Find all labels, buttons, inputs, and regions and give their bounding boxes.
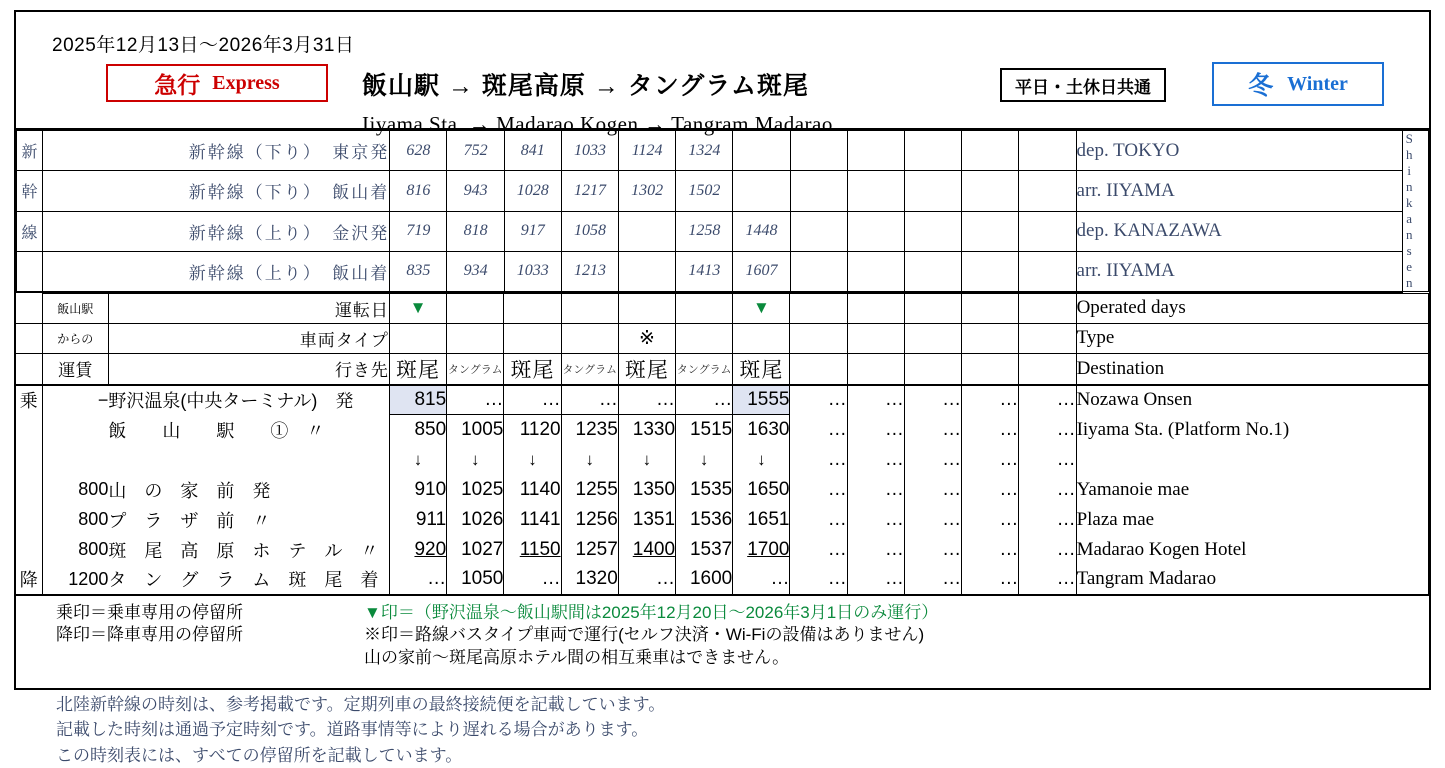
shinkansen-row xyxy=(17,171,1429,211)
note-triangle: ▼印＝（野沢温泉〜飯山駅間は2025年12月20日〜2026年3月1日のみ運行） xyxy=(364,602,938,625)
stop-name-en: Nozawa Onsen xyxy=(1076,385,1428,415)
shinkansen-time xyxy=(962,211,1019,251)
fare-value: − xyxy=(42,385,108,415)
operated-days-label-jp: 運転日 xyxy=(108,293,389,323)
arrival-time: … xyxy=(962,565,1019,595)
shinkansen-time: 1324 xyxy=(676,131,733,171)
operated-mark xyxy=(389,293,446,323)
shinkansen-time: 1258 xyxy=(676,211,733,251)
stop-name-en: Plaza mae xyxy=(1076,505,1428,535)
side-char-blank xyxy=(17,251,43,291)
destination-value xyxy=(847,353,904,385)
spacer-cell xyxy=(16,353,42,385)
shinkansen-label-en-1: arr. IIYAMA xyxy=(1076,171,1402,211)
left-stack-3: 運賃 xyxy=(42,353,108,385)
departure-time: 1700 xyxy=(747,539,789,560)
shinkansen-time xyxy=(904,131,961,171)
express-badge xyxy=(106,64,328,102)
notes-section xyxy=(16,596,1429,602)
operated-mark xyxy=(733,293,790,323)
fare-value: 800 xyxy=(42,505,108,535)
arrival-time: … xyxy=(504,565,561,595)
shinkansen-time: 943 xyxy=(447,171,504,211)
departure-time: … xyxy=(447,385,504,415)
side-char-3: 線 xyxy=(17,211,43,251)
stop-name-jp: プ ラ ザ 前 〃 xyxy=(108,505,389,535)
departure-time: 1235 xyxy=(561,415,618,445)
destination-value: タングラム xyxy=(676,353,733,385)
departure-time: … xyxy=(676,385,733,415)
bus-timetable xyxy=(16,293,1429,596)
destination-label-jp: 行き先 xyxy=(108,353,389,385)
shinkansen-time: 841 xyxy=(504,131,561,171)
departure-time: 1330 xyxy=(618,415,675,445)
fare-value xyxy=(42,415,108,445)
header xyxy=(16,12,1429,130)
destination-value xyxy=(790,353,847,385)
stop-name-jp: 山 の 家 前 発 xyxy=(108,475,389,505)
departure-time: … xyxy=(904,475,961,505)
table-row xyxy=(16,445,1429,475)
type-mark xyxy=(676,323,733,353)
departure-time: 1025 xyxy=(447,475,504,505)
destination-value: 斑尾 xyxy=(389,353,446,385)
departure-time: 1140 xyxy=(504,475,561,505)
notes-left xyxy=(56,602,243,648)
departure-time: 1005 xyxy=(447,415,504,445)
table-row xyxy=(16,505,1429,535)
departure-time: … xyxy=(1019,445,1076,475)
shinkansen-label-jp-3: 新幹線（上り） 飯山着 xyxy=(43,251,390,291)
shinkansen-time xyxy=(790,211,847,251)
shinkansen-time: 1033 xyxy=(504,251,561,291)
shinkansen-time: 934 xyxy=(447,251,504,291)
departure-time: … xyxy=(962,445,1019,475)
type-mark: ※ xyxy=(618,323,675,353)
ride-marker xyxy=(16,415,42,445)
shinkansen-time: 1213 xyxy=(561,251,618,291)
departure-time: … xyxy=(1019,505,1076,535)
stop-name-en: Madarao Kogen Hotel xyxy=(1076,535,1428,565)
through-arrow-icon: ↓ xyxy=(676,445,733,475)
departure-time: 1537 xyxy=(676,535,733,565)
departure-time: 1026 xyxy=(447,505,504,535)
stop-name-en: Yamanoie mae xyxy=(1076,475,1428,505)
shinkansen-time: 1607 xyxy=(733,251,790,291)
stop-name-en: Iiyama Sta. (Platform No.1) xyxy=(1076,415,1428,445)
spacer-cell xyxy=(16,323,42,353)
type-mark xyxy=(962,323,1019,353)
note-board-only: 乗印＝乗車専用の停留所 xyxy=(56,602,243,625)
note-no-transfer: 山の家前〜斑尾高原ホテル間の相互乗車はできません。 xyxy=(364,647,938,670)
arrival-time: 1320 xyxy=(561,565,618,595)
ride-marker xyxy=(16,475,42,505)
shinkansen-time xyxy=(847,131,904,171)
departure-time: … xyxy=(790,475,847,505)
ride-marker xyxy=(16,505,42,535)
ride-marker xyxy=(16,535,42,565)
departure-time: … xyxy=(904,385,961,415)
table-row xyxy=(16,565,1429,595)
through-arrow-icon: ↓ xyxy=(504,445,561,475)
type-mark xyxy=(790,323,847,353)
departure-time: 1630 xyxy=(733,415,790,445)
route-title-jp: 飯山駅 → 斑尾高原 → タングラム斑尾 xyxy=(362,66,809,102)
arrival-time: … xyxy=(904,565,961,595)
arrival-time: 1050 xyxy=(447,565,504,595)
table-row xyxy=(16,475,1429,505)
shinkansen-row xyxy=(17,211,1429,251)
operated-mark xyxy=(790,293,847,323)
fare-value: 800 xyxy=(42,475,108,505)
shinkansen-time: 628 xyxy=(390,131,447,171)
shinkansen-label-en-3: arr. IIYAMA xyxy=(1076,251,1402,291)
shinkansen-label-en-2: dep. KANAZAWA xyxy=(1076,211,1402,251)
destination-value xyxy=(962,353,1019,385)
table-row xyxy=(16,535,1429,565)
shinkansen-time xyxy=(962,171,1019,211)
shinkansen-time xyxy=(1019,171,1076,211)
left-stack-2: からの xyxy=(42,323,108,353)
arrival-time: … xyxy=(1019,565,1076,595)
departure-time: … xyxy=(962,415,1019,445)
departure-time: … xyxy=(504,385,561,415)
departure-time: 850 xyxy=(389,415,446,445)
shinkansen-time: 752 xyxy=(447,131,504,171)
arrival-time: … xyxy=(847,565,904,595)
season-label-en: Winter xyxy=(1287,73,1348,96)
departure-time: … xyxy=(962,505,1019,535)
departure-time: … xyxy=(904,445,961,475)
departure-time: … xyxy=(847,385,904,415)
shinkansen-time: 1302 xyxy=(619,171,676,211)
shinkansen-time: 1217 xyxy=(561,171,618,211)
fare-value: 800 xyxy=(42,535,108,565)
stop-name-jp xyxy=(108,445,389,475)
departure-time: … xyxy=(962,535,1019,565)
type-mark xyxy=(904,323,961,353)
type-mark xyxy=(447,323,504,353)
shinkansen-side-text: Shinkansen xyxy=(1403,131,1416,291)
triangle-icon: ▼ xyxy=(753,298,770,317)
operated-mark xyxy=(504,293,561,323)
operated-days-label-en: Operated days xyxy=(1076,293,1428,323)
destination-label-en: Destination xyxy=(1076,353,1428,385)
shinkansen-time: 816 xyxy=(390,171,447,211)
ride-marker xyxy=(16,445,42,475)
destination-value: 斑尾 xyxy=(504,353,561,385)
ride-marker: 乗 xyxy=(16,385,42,415)
departure-time: 910 xyxy=(389,475,446,505)
arrival-time: … xyxy=(790,565,847,595)
type-mark xyxy=(504,323,561,353)
type-mark xyxy=(733,323,790,353)
departure-time: … xyxy=(790,535,847,565)
departure-time: 1651 xyxy=(733,505,790,535)
departure-time: … xyxy=(962,385,1019,415)
shinkansen-table xyxy=(16,130,1429,293)
shinkansen-label-jp-2: 新幹線（上り） 金沢発 xyxy=(43,211,390,251)
date-range: 2025年12月13日〜2026年3月31日 xyxy=(52,30,355,57)
side-char-2: 幹 xyxy=(17,171,43,211)
ride-marker: 降 xyxy=(16,565,42,595)
through-arrow-icon: ↓ xyxy=(447,445,504,475)
route-title-en: Iiyama Sta. → Madarao Kogen → Tangram Madarao xyxy=(362,112,833,137)
shinkansen-time xyxy=(1019,251,1076,291)
departure-time: … xyxy=(618,385,675,415)
shinkansen-time: 1502 xyxy=(676,171,733,211)
type-mark xyxy=(389,323,446,353)
shinkansen-time: 835 xyxy=(390,251,447,291)
departure-time: … xyxy=(847,415,904,445)
shinkansen-time: 719 xyxy=(390,211,447,251)
departure-time: 1255 xyxy=(561,475,618,505)
shinkansen-time xyxy=(619,251,676,291)
vehicle-type-row xyxy=(16,323,1429,353)
type-mark xyxy=(561,323,618,353)
departure-time: 1256 xyxy=(561,505,618,535)
departure-time: 1515 xyxy=(676,415,733,445)
departure-time: … xyxy=(790,415,847,445)
through-arrow-icon: ↓ xyxy=(561,445,618,475)
operated-mark xyxy=(1019,293,1076,323)
arrival-time: … xyxy=(733,565,790,595)
shinkansen-side-label xyxy=(1402,131,1428,292)
through-arrow-icon: ↓ xyxy=(733,445,790,475)
destination-value xyxy=(1019,353,1076,385)
through-arrow-icon: ↓ xyxy=(618,445,675,475)
table-row xyxy=(16,415,1429,445)
departure-time: … xyxy=(561,385,618,415)
departure-time: 1120 xyxy=(504,415,561,445)
through-arrow-icon: ↓ xyxy=(389,445,446,475)
notes-blue xyxy=(56,692,665,768)
destination-row xyxy=(16,353,1429,385)
departure-time: … xyxy=(847,475,904,505)
shinkansen-time xyxy=(904,171,961,211)
departure-time: … xyxy=(847,535,904,565)
departure-time: … xyxy=(904,415,961,445)
note-alight-only: 降印＝降車専用の停留所 xyxy=(56,624,243,647)
left-stack-1: 飯山駅 xyxy=(42,293,108,323)
shinkansen-time xyxy=(1019,131,1076,171)
departure-time: 1535 xyxy=(676,475,733,505)
type-mark xyxy=(1019,323,1076,353)
departure-time: 911 xyxy=(389,505,446,535)
season-label-jp: 冬 xyxy=(1248,66,1273,102)
note-shinkansen-ref: 北陸新幹線の時刻は、参考掲載です。定期列車の最終接続便を記載しています。 xyxy=(56,692,665,718)
shinkansen-row xyxy=(17,251,1429,291)
notes-right xyxy=(364,602,938,671)
stop-name-en xyxy=(1076,445,1428,475)
departure-time: … xyxy=(1019,475,1076,505)
shinkansen-time: 1028 xyxy=(504,171,561,211)
departure-time: … xyxy=(1019,535,1076,565)
departure-time: 1027 xyxy=(447,535,504,565)
departure-time: 1400 xyxy=(633,539,675,560)
operated-mark xyxy=(904,293,961,323)
destination-value: 斑尾 xyxy=(618,353,675,385)
operated-mark xyxy=(676,293,733,323)
shinkansen-time xyxy=(1019,211,1076,251)
departure-time: 1555 xyxy=(733,385,790,415)
shinkansen-time: 1413 xyxy=(676,251,733,291)
departure-time: 1257 xyxy=(561,535,618,565)
note-delay: 記載した時刻は通過予定時刻です。道路事情等により遅れる場合があります。 xyxy=(56,717,665,743)
operated-mark xyxy=(561,293,618,323)
operated-mark xyxy=(447,293,504,323)
departure-time: … xyxy=(847,445,904,475)
stop-name-jp: 野沢温泉(中央ターミナル) 発 xyxy=(108,385,389,415)
operated-mark xyxy=(618,293,675,323)
departure-time: 1650 xyxy=(733,475,790,505)
express-label-jp: 急行 xyxy=(154,67,200,100)
stop-name-en: Tangram Madarao xyxy=(1076,565,1428,595)
departure-time: 1351 xyxy=(618,505,675,535)
arrival-time: … xyxy=(618,565,675,595)
shinkansen-label-jp-0: 新幹線（下り） 東京発 xyxy=(43,131,390,171)
shinkansen-time xyxy=(904,251,961,291)
shinkansen-time xyxy=(790,171,847,211)
departure-time: … xyxy=(790,505,847,535)
vehicle-type-label-jp: 車両タイプ xyxy=(108,323,389,353)
shinkansen-time xyxy=(904,211,961,251)
shinkansen-time xyxy=(847,171,904,211)
type-mark xyxy=(847,323,904,353)
season-badge xyxy=(1212,62,1384,106)
triangle-icon: ▼ xyxy=(410,298,427,317)
stop-name-jp: タ ン グ ラ ム 斑 尾 着 xyxy=(108,565,389,595)
operated-days-row xyxy=(16,293,1429,323)
note-all-stops: この時刻表には、すべての停留所を記載しています。 xyxy=(56,743,665,768)
departure-time: … xyxy=(1019,415,1076,445)
destination-value: タングラム xyxy=(447,353,504,385)
table-row xyxy=(16,385,1429,415)
weekday-note-badge: 平日・土休日共通 xyxy=(1000,68,1166,102)
shinkansen-time xyxy=(619,211,676,251)
shinkansen-label-jp-1: 新幹線（下り） 飯山着 xyxy=(43,171,390,211)
express-label-en: Express xyxy=(212,72,279,95)
shinkansen-time xyxy=(847,251,904,291)
timetable-frame xyxy=(14,10,1431,690)
shinkansen-time: 1448 xyxy=(733,211,790,251)
departure-time: 920 xyxy=(414,539,446,560)
arrival-time: … xyxy=(389,565,446,595)
destination-value: 斑尾 xyxy=(733,353,790,385)
vehicle-type-label-en: Type xyxy=(1076,323,1428,353)
shinkansen-time: 1058 xyxy=(561,211,618,251)
shinkansen-label-en-0: dep. TOKYO xyxy=(1076,131,1402,171)
note-asterisk: ※印＝路線バスタイプ車両で運行(セルフ決済・Wi-Fiの設備はありません) xyxy=(364,624,938,647)
shinkansen-time xyxy=(962,131,1019,171)
departure-time: … xyxy=(847,505,904,535)
departure-time: 1141 xyxy=(504,505,561,535)
destination-value xyxy=(904,353,961,385)
departure-time: … xyxy=(790,445,847,475)
departure-time: … xyxy=(790,385,847,415)
fare-value xyxy=(42,445,108,475)
fare-value: 1200 xyxy=(42,565,108,595)
shinkansen-time xyxy=(733,171,790,211)
departure-time: … xyxy=(904,535,961,565)
shinkansen-time xyxy=(790,251,847,291)
operated-mark xyxy=(962,293,1019,323)
departure-time: … xyxy=(962,475,1019,505)
departure-time: … xyxy=(1019,385,1076,415)
operated-mark xyxy=(847,293,904,323)
departure-time: … xyxy=(904,505,961,535)
departure-time: 815 xyxy=(389,385,446,415)
shinkansen-time xyxy=(962,251,1019,291)
departure-time: 1150 xyxy=(520,539,561,560)
shinkansen-time: 818 xyxy=(447,211,504,251)
shinkansen-time: 1033 xyxy=(561,131,618,171)
stop-name-jp: 斑 尾 高 原 ホ テ ル 〃 xyxy=(108,535,389,565)
departure-time: 1350 xyxy=(618,475,675,505)
shinkansen-time: 1124 xyxy=(619,131,676,171)
stop-name-jp: 飯 山 駅 ① 〃 xyxy=(108,415,389,445)
destination-value: タングラム xyxy=(561,353,618,385)
side-char-1: 新 xyxy=(17,131,43,171)
spacer-cell xyxy=(16,293,42,323)
shinkansen-time xyxy=(847,211,904,251)
shinkansen-time: 917 xyxy=(504,211,561,251)
departure-time: 1536 xyxy=(676,505,733,535)
arrival-time: 1600 xyxy=(676,565,733,595)
